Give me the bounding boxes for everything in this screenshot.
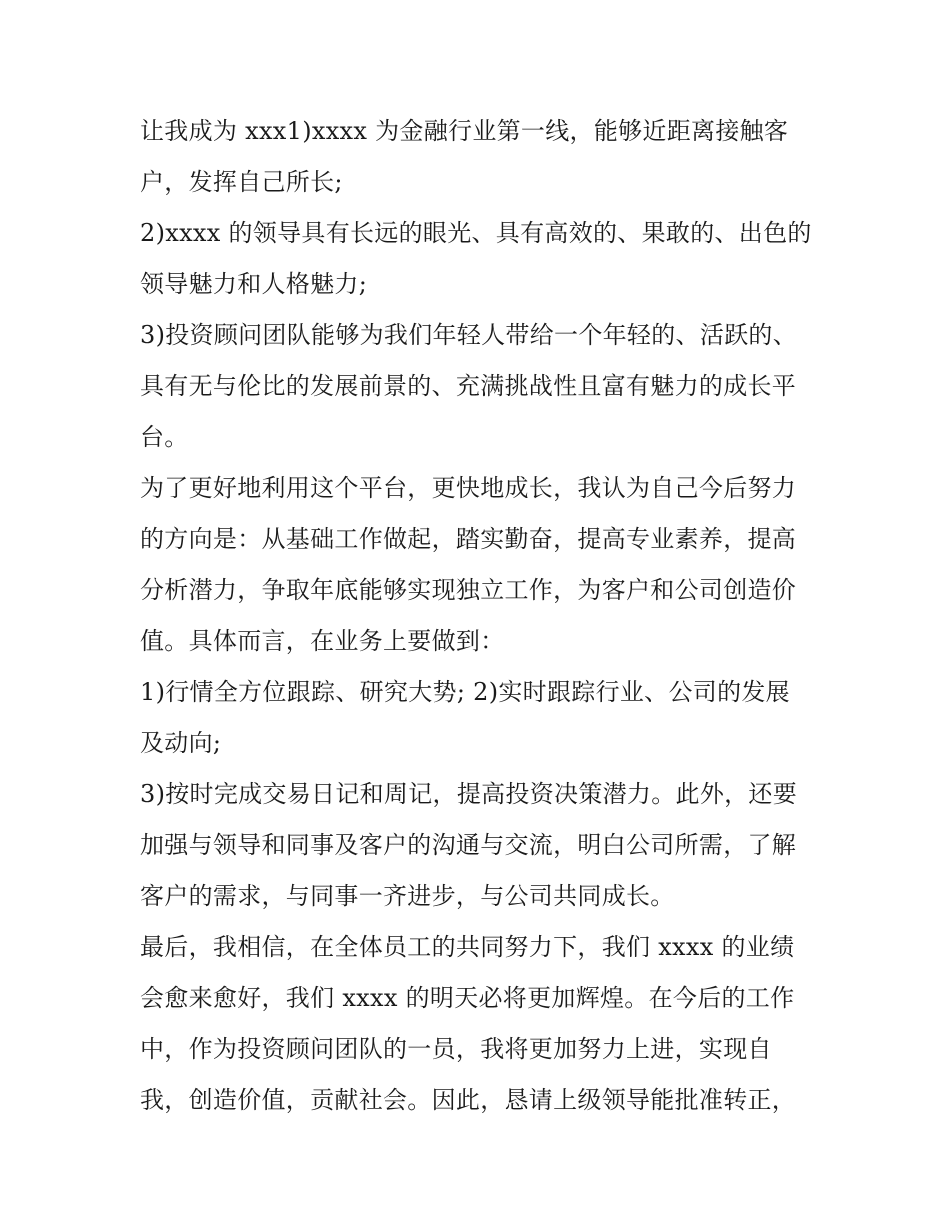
text-line: 中，作为投资顾问团队的一员，我将更加努力上进，实现自 [140, 1035, 772, 1063]
text-line: 我，创造价值，贡献社会。因此，恳请上级领导能批准转正， [140, 1086, 797, 1114]
text-line: 分析潜力，争取年底能够实现独立工作，为客户和公司创造价 [140, 576, 797, 604]
text-line: 为了更好地利用这个平台，更快地成长，我认为自己今后努力 [140, 474, 797, 502]
text-line: 及动向; [140, 729, 222, 757]
text-line: 加强与领导和同事及客户的沟通与交流，明白公司所需，了解 [140, 831, 797, 859]
text-line: 最后，我相信，在全体员工的共同努力下，我们 xxxx 的业绩 [140, 933, 795, 961]
text-line: 的方向是：从基础工作做起，踏实勤奋，提高专业素养，提高 [140, 525, 797, 553]
text-line: 客户的需求，与同事一齐进步，与公司共同成长。 [140, 882, 675, 910]
text-line: 3)投资顾问团队能够为我们年轻人带给一个年轻的、活跃的、 [140, 321, 798, 349]
text-line: 台。 [140, 423, 189, 451]
text-line: 领导魅力和人格魅力; [140, 270, 368, 298]
text-line: 户，发挥自己所长; [140, 168, 343, 196]
text-line: 3)按时完成交易日记和周记，提高投资决策潜力。此外，还要 [140, 780, 798, 808]
document-body [140, 106, 820, 1126]
text-line: 会愈来愈好，我们 xxxx 的明天必将更加辉煌。在今后的工作 [140, 984, 795, 1012]
text-line: 2)xxxx 的领导具有长远的眼光、具有高效的、果敢的、出色的 [140, 219, 812, 247]
text-line: 让我成为 xxx1)xxxx 为金融行业第一线，能够近距离接触客 [140, 117, 789, 145]
text-line: 1)行情全方位跟踪、研究大势; 2)实时跟踪行业、公司的发展 [140, 678, 790, 706]
text-line: 值。具体而言，在业务上要做到： [140, 627, 505, 655]
text-line: 具有无与伦比的发展前景的、充满挑战性且富有魅力的成长平 [140, 372, 797, 400]
